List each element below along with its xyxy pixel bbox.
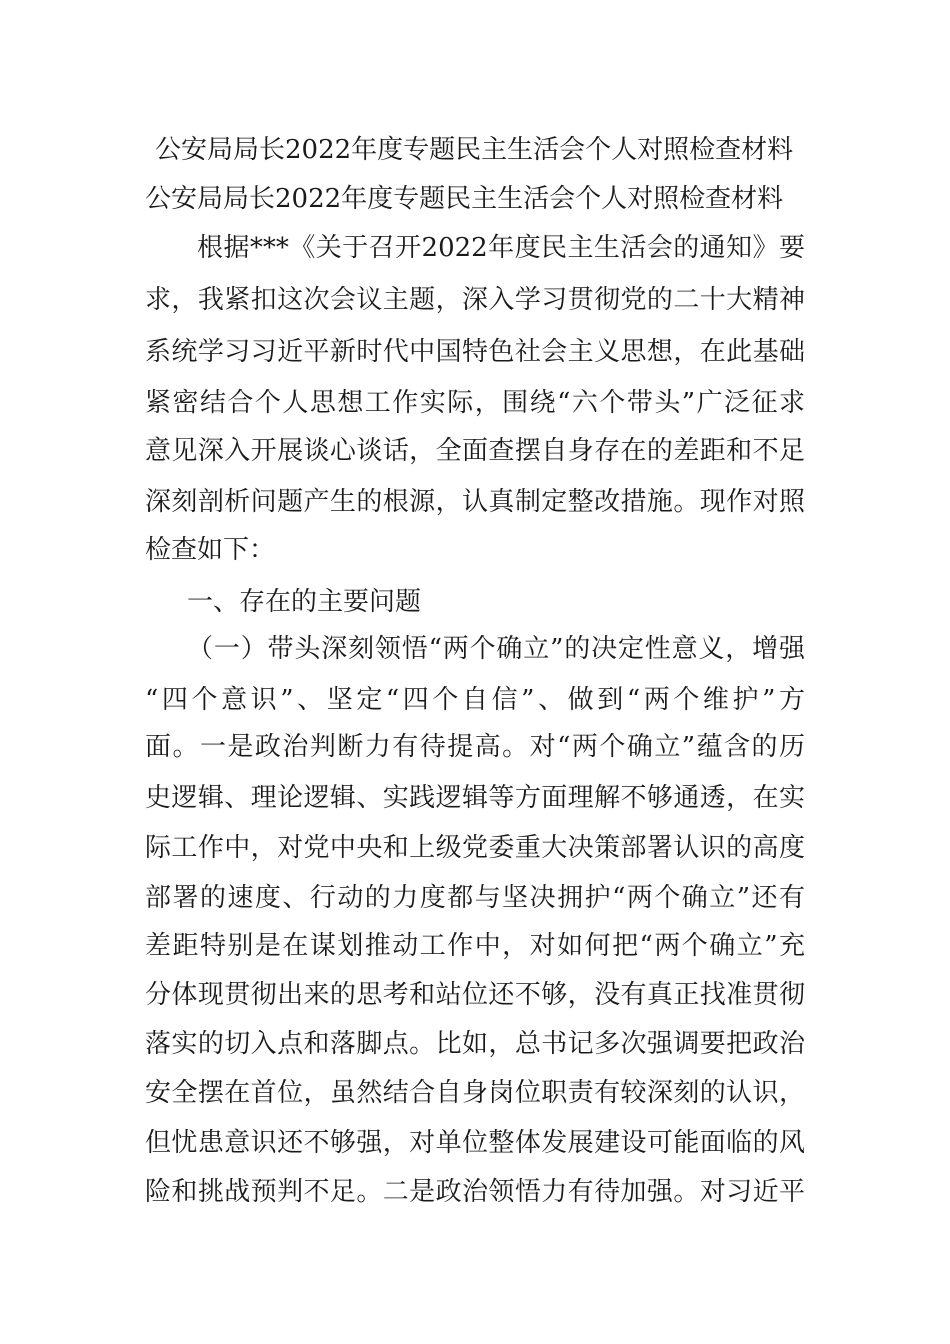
paragraph-line: 系统学习习近平新时代中国特色社会主义思想，在此基础 xyxy=(145,337,805,367)
section-heading: 一、存在的主要问题 xyxy=(187,587,422,617)
paragraph-line: 安全摆在首位，虽然结合自身岗位职责有较深刻的认识， xyxy=(145,1078,805,1108)
paragraph-line: 际工作中，对党中央和上级党委重大决策部署认识的高度 xyxy=(145,833,805,863)
document-title-line-2: 公安局局长2022年度专题民主生活会个人对照检查材料 xyxy=(145,184,784,214)
paragraph-line: 深刻剖析问题产生的根源，认真制定整改措施。现作对照 xyxy=(145,487,805,517)
paragraph-line: 分体现贯彻出来的思考和站位还不够，没有真正找准贯彻 xyxy=(145,980,805,1010)
paragraph-line: 但忧患意识还不够强，对单位整体发展建设可能面临的风 xyxy=(145,1128,805,1158)
paragraph-line: 检查如下： xyxy=(145,535,276,565)
paragraph-line: （一）带头深刻领悟“两个确立”的决定性意义，增强 xyxy=(187,634,805,664)
paragraph-line: 史逻辑、理论逻辑、实践逻辑等方面理解不够通透，在实 xyxy=(145,783,805,813)
paragraph-line: 紧密结合个人思想工作实际，围绕“六个带头”广泛征求 xyxy=(145,388,805,418)
paragraph-line: 险和挑战预判不足。二是政治领悟力有待加强。对习近平 xyxy=(145,1177,805,1207)
paragraph-line: 根据***《关于召开2022年度民主生活会的通知》要 xyxy=(197,233,805,263)
paragraph-line: “四个意识”、坚定“四个自信”、做到“两个维护”方 xyxy=(145,685,805,715)
paragraph-line: 部署的速度、行动的力度都与坚决拥护“两个确立”还有 xyxy=(145,883,805,913)
paragraph-line: 差距特别是在谋划推动工作中，对如何把“两个确立”充 xyxy=(145,931,805,961)
paragraph-line: 意见深入开展谈心谈话，全面查摆自身存在的差距和不足 xyxy=(145,436,805,466)
paragraph-line: 落实的切入点和落脚点。比如，总书记多次强调要把政治 xyxy=(145,1029,805,1059)
paragraph-line: 求，我紧扣这次会议主题，深入学习贯彻党的二十大精神 xyxy=(145,285,805,315)
paragraph-line: 面。一是政治判断力有待提高。对“两个确立”蕴含的历 xyxy=(145,732,805,762)
document-title-line-1: 公安局局长2022年度专题民主生活会个人对照检查材料 xyxy=(155,135,794,165)
